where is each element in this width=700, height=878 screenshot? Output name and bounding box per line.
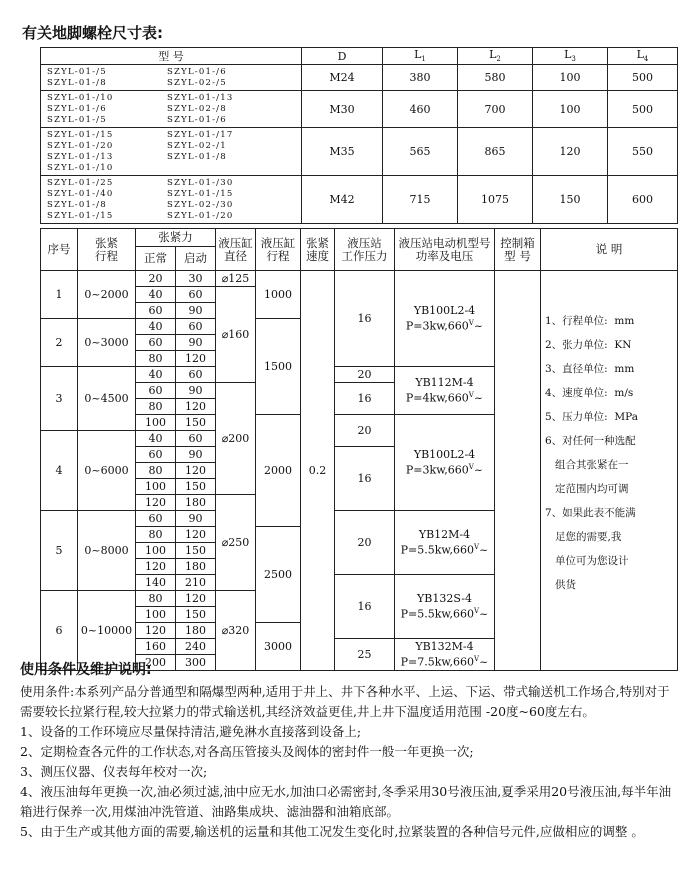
motor-power: $P=7.5kw,660^V\sim$ [400, 655, 489, 669]
bolt-table-header [41, 48, 678, 65]
model-pair [47, 152, 301, 163]
force-normal-cell: 120 [136, 495, 176, 511]
header-l2: $L_2$ [458, 48, 533, 65]
seq-cell: 4 [41, 431, 78, 511]
motor-model: YB100L2-4 [413, 448, 476, 462]
page-title: 有关地脚螺栓尺寸表: [22, 24, 163, 42]
model-pair [47, 141, 301, 152]
cyl-stroke-cell: 1500 [256, 319, 301, 415]
cyl-diameter-cell: ⌀250 [216, 495, 256, 591]
motor-power: $P=3kw,660^V\sim$ [405, 319, 484, 333]
note-line: 供货 [545, 579, 577, 591]
header-note: 说 明 [541, 229, 678, 271]
model-pair [47, 211, 301, 222]
force-start-cell: 180 [176, 559, 216, 575]
stroke-cell: 0~10000 [78, 591, 136, 671]
bolt-model-list [41, 176, 302, 224]
header-force: 张紧力 [136, 229, 216, 247]
force-normal-cell: 60 [136, 303, 176, 319]
usage-paragraph: 1、设备的工作环境应尽量保持清洁,避免淋水直接落到设备上; [20, 724, 362, 739]
bolt-l2-cell: 865 [458, 128, 533, 176]
force-normal-cell: 20 [136, 271, 176, 287]
bolt-l3-cell: 100 [533, 91, 608, 128]
note-line: 单位可为您设计 [545, 555, 629, 567]
model-code: SZYL-01-/15 [167, 188, 234, 199]
note-line: 6、对任何一种选配 [545, 435, 636, 447]
force-start-cell: 30 [176, 271, 216, 287]
model-code: SZYL-01-/10 [47, 92, 114, 103]
motor-model: YB112M-4 [415, 376, 474, 390]
force-normal-cell: 40 [136, 287, 176, 303]
model-code: SZYL-01-/25 [47, 177, 114, 188]
force-start-cell: 300 [176, 655, 216, 671]
motor-power: $P=3kw,660^V\sim$ [405, 463, 484, 477]
model-code: SZYL-02-/1 [167, 140, 227, 151]
header-motor: 液压站电动机型号 功率及电压 [395, 229, 495, 271]
motor-cell [395, 367, 495, 415]
header-l4: $L_4$ [608, 48, 678, 65]
force-start-cell: 90 [176, 335, 216, 351]
spec-row [41, 271, 678, 287]
model-code: SZYL-01-/10 [47, 162, 114, 173]
pressure-cell: 16 [335, 383, 395, 415]
bolt-d-cell: M24 [302, 65, 383, 91]
seq-cell: 2 [41, 319, 78, 367]
model-code: SZYL-01-/17 [167, 129, 234, 140]
model-pair [47, 93, 301, 104]
model-code: SZYL-01-/8 [167, 151, 227, 162]
force-start-cell: 120 [176, 399, 216, 415]
cyl-diameter-cell: ⌀200 [216, 383, 256, 495]
bolt-l3-cell: 100 [533, 65, 608, 91]
force-start-cell: 150 [176, 415, 216, 431]
header-cyl-stroke: 液压缸 行程 [256, 229, 301, 271]
force-start-cell: 150 [176, 479, 216, 495]
force-start-cell: 180 [176, 495, 216, 511]
bolt-l2-cell: 1075 [458, 176, 533, 224]
model-code: SZYL-01-/13 [47, 151, 114, 162]
model-code: SZYL-02-/8 [167, 103, 227, 114]
pressure-cell: 20 [335, 415, 395, 447]
motor-model: YB132S-4 [417, 592, 472, 606]
model-pair [47, 200, 301, 211]
bolt-model-list [41, 65, 302, 91]
tensioner-spec-table [40, 228, 678, 671]
pressure-cell: 16 [335, 447, 395, 511]
force-normal-cell: 40 [136, 319, 176, 335]
spec-header-row-1 [41, 229, 678, 247]
bolt-l1-cell: 565 [383, 128, 458, 176]
model-pair [47, 189, 301, 200]
motor-cell [395, 511, 495, 575]
note-line: 2、张力单位: KN [545, 339, 632, 351]
bolt-table-row [41, 176, 678, 224]
header-stroke: 张紧 行程 [78, 229, 136, 271]
stroke-cell: 0~2000 [78, 271, 136, 319]
force-normal-cell: 80 [136, 463, 176, 479]
bolt-l2-cell: 700 [458, 91, 533, 128]
force-normal-cell: 100 [136, 543, 176, 559]
model-code: SZYL-01-/5 [47, 66, 107, 77]
force-normal-cell: 140 [136, 575, 176, 591]
pressure-cell: 25 [335, 639, 395, 671]
force-normal-cell: 60 [136, 511, 176, 527]
force-start-cell: 90 [176, 447, 216, 463]
bolt-l1-cell: 460 [383, 91, 458, 128]
header-speed: 张紧 速度 [301, 229, 335, 271]
bolt-l2-cell: 580 [458, 65, 533, 91]
bolt-l3-cell: 120 [533, 128, 608, 176]
cyl-stroke-cell: 2500 [256, 527, 301, 623]
model-pair [47, 78, 301, 89]
model-pair [47, 104, 301, 115]
bolt-table-row [41, 128, 678, 176]
bolt-model-list [41, 91, 302, 128]
force-normal-cell: 60 [136, 383, 176, 399]
motor-cell [395, 415, 495, 511]
force-normal-cell: 80 [136, 399, 176, 415]
note-line: 1、行程单位: mm [545, 315, 635, 327]
model-pair [47, 67, 301, 78]
header-model: 型 号 [41, 48, 302, 65]
usage-heading: 使用条件及维护说明: [20, 662, 152, 678]
force-normal-cell: 100 [136, 607, 176, 623]
pressure-cell: 16 [335, 271, 395, 367]
force-start-cell: 150 [176, 607, 216, 623]
force-normal-cell: 100 [136, 479, 176, 495]
bolt-d-cell: M30 [302, 91, 383, 128]
force-start-cell: 60 [176, 319, 216, 335]
force-start-cell: 120 [176, 527, 216, 543]
force-start-cell: 90 [176, 303, 216, 319]
header-start: 启动 [176, 247, 216, 271]
cyl-diameter-cell: ⌀125 [216, 271, 256, 287]
usage-paragraph: 4、液压油每年更换一次,油必须过滤,油中应无水,加油口必需密封,冬季采用30号液压油,夏季采用20号液压油,每半年油箱进行保养一次,用煤油冲洗管道、油路集成块、滤油器和油箱底部。 [20, 784, 672, 819]
model-pair [47, 130, 301, 141]
force-normal-cell: 120 [136, 559, 176, 575]
usage-paragraph: 2、定期检查各元件的工作状态,对各高压管接头及阀体的密封件一般一年更换一次; [20, 744, 474, 759]
motor-power: $P=5.5kw,660^V\sim$ [400, 543, 489, 557]
force-start-cell: 60 [176, 431, 216, 447]
header-l3: $L_3$ [533, 48, 608, 65]
cyl-diameter-cell: ⌀160 [216, 287, 256, 383]
force-start-cell: 120 [176, 591, 216, 607]
force-start-cell: 210 [176, 575, 216, 591]
model-code: SZYL-01-/15 [47, 210, 114, 221]
model-code: SZYL-01-/40 [47, 188, 114, 199]
usage-paragraph: 使用条件:本系列产品分普通型和隔爆型两种,适用于井上、井下各种水平、上运、下运、带式输送机工作场合,特别对于需要较长拉紧行程,较大拉紧力的带式输送机,其经济效益更佳,井上井下温度适用范围 -20度~60度左右。 [20, 684, 670, 719]
bolt-l1-cell: 715 [383, 176, 458, 224]
header-d: D [302, 48, 383, 65]
motor-cell [395, 575, 495, 639]
bolt-l1-cell: 380 [383, 65, 458, 91]
motor-cell [395, 271, 495, 367]
bolt-l4-cell: 500 [608, 91, 678, 128]
cyl-stroke-cell: 1000 [256, 271, 301, 319]
cyl-stroke-cell: 2000 [256, 415, 301, 527]
model-code: SZYL-02-/5 [167, 77, 227, 88]
force-start-cell: 90 [176, 383, 216, 399]
header-pressure: 液压站 工作压力 [335, 229, 395, 271]
motor-model: YB100L2-4 [413, 304, 476, 318]
model-code: SZYL-01-/20 [47, 140, 114, 151]
bolt-l4-cell: 500 [608, 65, 678, 91]
model-code: SZYL-01-/15 [47, 129, 114, 140]
stroke-cell: 0~4500 [78, 367, 136, 431]
bolt-l4-cell: 600 [608, 176, 678, 224]
model-code: SZYL-01-/6 [167, 66, 227, 77]
force-normal-cell: 40 [136, 431, 176, 447]
model-code: SZYL-01-/6 [47, 103, 107, 114]
motor-model: YB132M-4 [415, 640, 474, 654]
seq-cell: 3 [41, 367, 78, 431]
force-normal-cell: 40 [136, 367, 176, 383]
force-normal-cell: 200 [136, 655, 176, 671]
cyl-diameter-cell: ⌀320 [216, 591, 256, 671]
cyl-stroke-cell: 3000 [256, 623, 301, 671]
pressure-cell: 16 [335, 575, 395, 639]
force-start-cell: 60 [176, 287, 216, 303]
pressure-cell: 20 [335, 511, 395, 575]
model-code: SZYL-01-/8 [47, 77, 107, 88]
bolt-size-table [40, 47, 678, 224]
seq-cell: 6 [41, 591, 78, 671]
notes-cell [541, 271, 678, 671]
header-cyl-dia: 液压缸 直径 [216, 229, 256, 271]
note-line: 组合其张紧在一 [545, 459, 629, 471]
stroke-cell: 0~6000 [78, 431, 136, 511]
force-start-cell: 90 [176, 511, 216, 527]
force-normal-cell: 60 [136, 335, 176, 351]
header-l1: $L_1$ [383, 48, 458, 65]
note-line: 4、速度单位: m/s [545, 387, 634, 399]
usage-section [20, 660, 680, 842]
note-line: 7、如果此表不能满 [545, 507, 636, 519]
bolt-d-cell: M42 [302, 176, 383, 224]
usage-paragraph: 3、测压仪器、仪表每年校对一次; [20, 764, 208, 779]
note-line: 足您的需要,我 [545, 531, 622, 543]
force-normal-cell: 80 [136, 351, 176, 367]
bolt-table-row [41, 91, 678, 128]
force-start-cell: 120 [176, 351, 216, 367]
usage-paragraph: 5、由于生产或其他方面的需要,输送机的运量和其他工况发生变化时,拉紧装置的各种信号元件,应做相应的调整 。 [20, 824, 644, 839]
model-pair [47, 115, 301, 126]
force-normal-cell: 100 [136, 415, 176, 431]
force-start-cell: 150 [176, 543, 216, 559]
motor-model: YB12M-4 [418, 528, 471, 542]
header-box: 控制箱 型 号 [495, 229, 541, 271]
control-box-cell [495, 271, 541, 671]
stroke-cell: 0~8000 [78, 511, 136, 591]
model-code: SZYL-01-/5 [47, 114, 107, 125]
pressure-cell: 20 [335, 367, 395, 383]
force-normal-cell: 160 [136, 639, 176, 655]
model-code: SZYL-01-/13 [167, 92, 234, 103]
header-seq: 序号 [41, 229, 78, 271]
force-start-cell: 180 [176, 623, 216, 639]
motor-power: $P=5.5kw,660^V\sim$ [400, 607, 489, 621]
bolt-model-list [41, 128, 302, 176]
note-line: 3、直径单位: mm [545, 363, 635, 375]
model-pair [47, 163, 301, 174]
force-normal-cell: 80 [136, 591, 176, 607]
model-code: SZYL-01-/30 [167, 177, 234, 188]
motor-power: $P=4kw,660^V\sim$ [405, 391, 484, 405]
model-pair [47, 178, 301, 189]
speed-cell: 0.2 [301, 271, 335, 671]
force-start-cell: 120 [176, 463, 216, 479]
note-line: 定范围内均可调 [545, 483, 629, 495]
model-code: SZYL-01-/6 [167, 114, 227, 125]
header-normal: 正常 [136, 247, 176, 271]
force-start-cell: 60 [176, 367, 216, 383]
stroke-cell: 0~3000 [78, 319, 136, 367]
bolt-d-cell: M35 [302, 128, 383, 176]
bolt-l4-cell: 550 [608, 128, 678, 176]
note-line: 5、压力单位: MPa [545, 411, 638, 423]
bolt-table-row [41, 65, 678, 91]
model-code: SZYL-02-/30 [167, 199, 234, 210]
model-code: SZYL-01-/8 [47, 199, 107, 210]
force-start-cell: 240 [176, 639, 216, 655]
bolt-l3-cell: 150 [533, 176, 608, 224]
seq-cell: 5 [41, 511, 78, 591]
force-normal-cell: 80 [136, 527, 176, 543]
force-normal-cell: 120 [136, 623, 176, 639]
force-normal-cell: 60 [136, 447, 176, 463]
model-code: SZYL-01-/20 [167, 210, 234, 221]
seq-cell: 1 [41, 271, 78, 319]
